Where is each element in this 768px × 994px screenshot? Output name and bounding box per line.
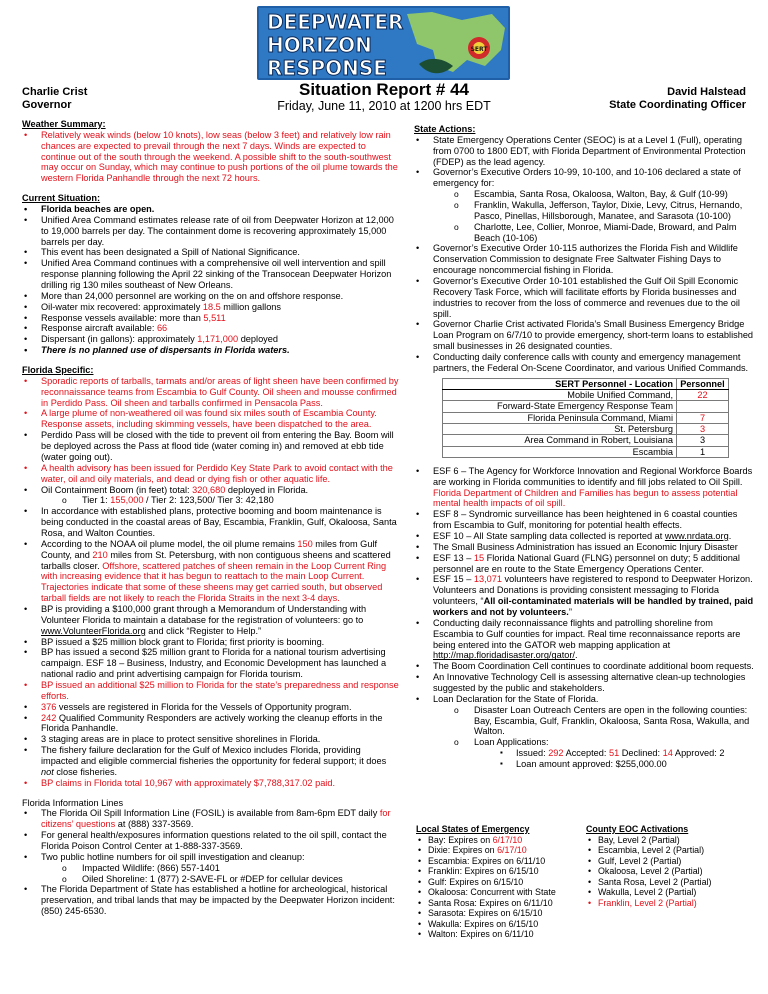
governor-role: Governor bbox=[22, 98, 72, 111]
list-item: • Okaloosa: Concurrent with State bbox=[416, 887, 588, 898]
list-item: • Unified Area Command estimates release rate of oil from Deepwater Horizon at 12,000 to 19,000 barrels per day. The containment dome is recovering approximately 15,000 barrels per day. bbox=[22, 215, 400, 248]
list-item: • ESF 13 – 15 Florida National Guard (FLNG) personnel on duty; 5 additional personnel are en route to the State Emergency Operations Center. bbox=[414, 553, 754, 575]
list-item: • The Boom Coordination Cell continues to coordinate additional boom requests. bbox=[414, 661, 754, 672]
list-item: • Gulf: Expires on 6/15/10 bbox=[416, 877, 588, 888]
list-item: • Santa Rosa, Level 2 (Partial) bbox=[586, 877, 758, 888]
table-header-row bbox=[443, 378, 729, 389]
list-item: • Dispersant (in gallons): approximately 1,171,000 deployed bbox=[22, 334, 400, 345]
column-header-location: SERT Personnel - Location bbox=[443, 378, 677, 389]
table-row: Florida Peninsula Command, Miami 7 bbox=[443, 412, 729, 423]
information-lines-heading: Florida Information Lines bbox=[22, 797, 124, 808]
right-column bbox=[414, 124, 754, 770]
list-item: • ESF 8 – Syndromic surveillance has been heightened in 6 coastal counties from Escambia to Gulf, monitoring for potential health effects. bbox=[414, 509, 754, 531]
list-item: • Okaloosa, Level 2 (Partial) bbox=[586, 866, 758, 877]
list-item: • Conducting daily reconnaissance flights and patrolling shoreline from Escambia to Gulf counties for impact. Real time reconnaissance reports are being entered into the GATOR web mapping application at http://map.floridadisaster.org/gator/. bbox=[414, 618, 754, 661]
report-date: Friday, June 11, 2010 at 1200 hrs EDT bbox=[277, 99, 491, 113]
loan-amount-item: ▪ Loan amount approved: $255,000.00 bbox=[498, 759, 754, 770]
column-header-personnel: Personnel bbox=[677, 378, 729, 389]
list-item: • Escambia: Expires on 6/11/10 bbox=[416, 856, 588, 867]
list-item: • Florida beaches are open. bbox=[22, 204, 400, 215]
sub-list-item: o Oiled Shoreline: 1 (877) 2-SAVE-FL or #DEP for cellular devices bbox=[60, 874, 400, 885]
table-row: Escambia 1 bbox=[443, 446, 729, 457]
list-item: • This event has been designated a Spill of National Significance. bbox=[22, 247, 400, 258]
list-item: • Governor’s Executive Order 10-101 established the Gulf Oil Spill Economic Recovery Task Force, which will facilitate efforts by Florida businesses and industries to recover from the loss of commerce and revenues due to the oil spill. bbox=[414, 276, 754, 319]
list-item: • Governor’s Executive Order 10-115 authorizes the Florida Fish and Wildlife Conservation Commission to designate Free Saltwater Fishing Days to encourage noncommercial fishing in Florida. bbox=[414, 243, 754, 276]
list-item: • ESF 15 – 13,071 volunteers have registered to respond to Deepwater Horizon. Volunteers and Donations is providing consistent messaging to Florida volunteers, “All oil-contaminated materials will be handled by trained, paid workers and not by volunteers.” bbox=[414, 574, 754, 617]
list-item: • Oil Containment Boom (in feet) total: 320,680 deployed in Florida. o Tier 1: 155,000 / Tier 2: 123,500/ Tier 3: 42,180 bbox=[22, 485, 400, 507]
list-item: • BP claims in Florida total 10,967 with approximately $7,788,317.02 paid. bbox=[22, 778, 400, 789]
list-item: • BP issued a $25 million block grant to Florida; first priority is booming. bbox=[22, 637, 400, 648]
state-actions-heading: State Actions: bbox=[414, 124, 476, 134]
sub-list-item: o Charlotte, Lee, Collier, Monroe, Miami-Dade, Broward, and Palm Beach (10-106) bbox=[452, 222, 754, 244]
logo-line-3: RESPONSE bbox=[267, 56, 387, 80]
state-actions-list bbox=[414, 135, 754, 374]
list-item: • Governor’s Executive Orders 10-99, 10-100, and 10-106 declared a state of emergency for: o Escambia, Santa Rosa, Okaloosa, Walton, Bay, & Gulf (10-99) o Franklin, Wakulla, Jefferson, Taylor, Dixie, Levy, Citrus, Hernando, Pasco, Pinellas, Hillsborough, Manatee, and Sarasota (10-100) o Charlotte, Lee, Collier, Monroe, Miami-Dade, Broward, and Palm Beach (10-106) bbox=[414, 167, 754, 243]
list-item: • Bay, Level 2 (Partial) bbox=[586, 835, 758, 846]
list-item: • Oil-water mix recovered: approximately 18.5 million gallons bbox=[22, 302, 400, 313]
list-item: • BP has issued a second $25 million grant to Florida for a national tourism advertising campaign. ESF 18 – Business, Industry, and Economic Development has launched a national radio and print advertising campaign for Florida tourism. bbox=[22, 647, 400, 680]
list-item: • Conducting daily conference calls with county and emergency management partners, the Federal On-Scene Coordinator, and various Unified Commands. bbox=[414, 352, 754, 374]
list-item: • Wakulla, Level 2 (Partial) bbox=[586, 887, 758, 898]
list-item: • Walton: Expires on 6/11/10 bbox=[416, 929, 588, 940]
list-item: • In accordance with established plans, protective booming and boom maintenance is being conducted in the coastal areas of Bay, Escambia, Franklin, Gulf, Okaloosa, Santa Rosa, and Walton Counties. bbox=[22, 506, 400, 539]
list-item: • Dixie: Expires on 6/17/10 bbox=[416, 845, 588, 856]
volunteer-florida-link[interactable]: www.VolunteerFlorida.org bbox=[41, 625, 146, 636]
list-item: • BP issued an additional $25 million to Florida for the state’s preparedness and response efforts. bbox=[22, 680, 400, 702]
governor-name: Charlie Crist bbox=[22, 86, 88, 98]
report-title: Situation Report # 44 bbox=[298, 80, 470, 99]
eoc-activations-heading: County EOC Activations bbox=[586, 824, 689, 834]
list-item: • Governor Charlie Crist activated Florida’s Small Business Emergency Bridge Loan Program on 6/7/10 to provide emergency, short-term loans to established small businesses in 26 designated counties. bbox=[414, 319, 754, 352]
deepwater-horizon-response-logo bbox=[257, 6, 510, 80]
list-item: • Response vessels available: more than 5,511 bbox=[22, 313, 400, 324]
list-item: • For general health/exposures information questions related to the oil spill, contact the Florida Poison Control Center at 1-888-337-3569. bbox=[22, 830, 400, 852]
current-situation-heading: Current Situation: bbox=[22, 193, 101, 204]
list-item: • Response aircraft available: 66 bbox=[22, 323, 400, 334]
information-lines-list bbox=[22, 808, 400, 917]
list-item: • Unified Area Command continues with a comprehensive oil well intervention and spill response planning following the April 22 sinking of the Transocean Deepwater Horizon drilling rig 130 miles southeast of New Orleans. bbox=[22, 258, 400, 291]
sert-personnel-table bbox=[442, 378, 729, 458]
list-item: • Sarasota: Expires on 6/15/10 bbox=[416, 908, 588, 919]
logo-line-1: DEEPWATER bbox=[267, 10, 404, 34]
gator-map-link[interactable]: http://map.floridadisaster.org/gator/ bbox=[433, 650, 575, 661]
list-item: • Loan Declaration for the State of Florida. o Disaster Loan Outreach Centers are open in the following counties: Bay, Escambia, Gulf, Franklin, Okaloosa, Santa Rosa, Wakulla, and Walton. o Loan Applications: ▪ Issued: 292 Accepted: 51 Declined: 14 Approved: 2 ▪ Loan amount approved: $255,000.00 bbox=[414, 694, 754, 770]
list-item: • 3 staging areas are in place to protect sensitive shorelines in Florida. bbox=[22, 734, 400, 745]
list-item: • Escambia, Level 2 (Partial) bbox=[586, 845, 758, 856]
local-states-of-emergency bbox=[416, 824, 588, 940]
sub-list-item: o Franklin, Wakulla, Jefferson, Taylor, Dixie, Levy, Citrus, Hernando, Pasco, Pinellas, Hillsborough, Manatee, and Sarasota (10-100) bbox=[452, 200, 754, 222]
florida-specific-heading: Florida Specific: bbox=[22, 365, 94, 376]
list-item: • ESF 6 – The Agency for Workforce Innovation and Regional Workforce Boards are working in Florida communities to identify and fill jobs related to Oil Spill. Florida Department of Children and Families has begun to assess potential mental health impacts of oil spill. bbox=[414, 466, 754, 509]
list-item: • There is no planned use of dispersants in Florida waters. bbox=[22, 345, 400, 356]
list-item: • Gulf, Level 2 (Partial) bbox=[586, 856, 758, 867]
logo-badge-text: SERT bbox=[470, 46, 488, 53]
county-eoc-activations bbox=[586, 824, 758, 908]
sub-list-item: o Loan Applications: ▪ Issued: 292 Accepted: 51 Declined: 14 Approved: 2 ▪ Loan amount approved: $255,000.00 bbox=[452, 737, 754, 770]
weather-list bbox=[22, 130, 400, 184]
left-column bbox=[22, 119, 400, 917]
weather-heading: Weather Summary: bbox=[22, 119, 106, 129]
table-row: Forward-State Emergency Response Team bbox=[443, 401, 729, 412]
list-item: • The Small Business Administration has issued an Economic Injury Disaster bbox=[414, 542, 754, 553]
list-item: • A health advisory has been issued for Perdido Key State Park to avoid contact with the water, oil and oily materials, and dead or dying fish or other aquatic life. bbox=[22, 463, 400, 485]
table-row: St. Petersburg 3 bbox=[443, 423, 729, 434]
list-item: • The Florida Oil Spill Information Line (FOSIL) is available from 8am-6pm EDT daily for citizens’ questions at (888) 337-3569. bbox=[22, 808, 400, 830]
list-item: • State Emergency Operations Center (SEOC) is at a Level 1 (Full), operating from 0700 to 1800 EDT, with Florida Department of Environmental Protection (FDEP) as the lead agency. bbox=[414, 135, 754, 168]
florida-specific-list bbox=[22, 376, 400, 789]
nrdata-link[interactable]: www.nrdata.org bbox=[664, 531, 729, 541]
list-item: • An Innovative Technology Cell is assessing alternative clean-up technologies suggested by the public and stakeholders. bbox=[414, 672, 754, 694]
list-item: • Bay: Expires on 6/17/10 bbox=[416, 835, 588, 846]
list-item: • Santa Rosa: Expires on 6/11/10 bbox=[416, 898, 588, 909]
table-row: Area Command in Robert, Louisiana 3 bbox=[443, 435, 729, 446]
list-item: • The Florida Department of State has established a hotline for archeological, historical preservation, and tribal lands that may be impacted by the Deepwater Horizon incident: (850) 245-6530. bbox=[22, 884, 400, 917]
sub-list-item: o Disaster Loan Outreach Centers are open in the following counties: Bay, Escambia, Gulf, Franklin, Okaloosa, Santa Rosa, Wakulla, and Walton. bbox=[452, 705, 754, 738]
list-item: • According to the NOAA oil plume model, the oil plume remains 150 miles from Gulf County, and 210 miles from St. Petersburg, with non contiguous sheens and scattered tarballs closer. Offshore, scattered patches of sheen remain in the Loop Current Ring with increasing evidence that it has begun to reattach to the main Loop Current. Trajectories indicate that some of these sheens may get carried south, but observed tarball fields are not likely to reach the Florida Straits in the next 3-4 days. bbox=[22, 539, 400, 604]
list-item: • Wakulla: Expires on 6/15/10 bbox=[416, 919, 588, 930]
list-item: • Franklin: Expires on 6/15/10 bbox=[416, 866, 588, 877]
table-row: Mobile Unified Command, 22 bbox=[443, 390, 729, 401]
list-item: • ESF 10 – All State sampling data collected is reported at www.nrdata.org. bbox=[414, 531, 754, 542]
sub-list-item: o Impacted Wildlife: (866) 557-1401 bbox=[60, 863, 400, 874]
coordinator-role: State Coordinating Officer bbox=[609, 98, 746, 111]
sub-list-item: o Escambia, Santa Rosa, Okaloosa, Walton, Bay, & Gulf (10-99) bbox=[452, 189, 754, 200]
coordinator-name: David Halstead bbox=[667, 86, 746, 98]
list-item: • Two public hotline numbers for oil spill investigation and cleanup: o Impacted Wildlife: (866) 557-1401 o Oiled Shoreline: 1 (877) 2-SAVE-FL or #DEP for cellular devices bbox=[22, 852, 400, 885]
esf-list bbox=[414, 466, 754, 770]
weather-item: • Relatively weak winds (below 10 knots), low seas (below 3 feet) and relatively low rain chances are expected to prevail through the next 7 days. Winds are expected to continue out of the south through the weekend. A possible shift to the south-southwest may occur on Sunday, which may continue to push portions of the oil plume towards the western Florida Panhandle through the next 72 hours. bbox=[22, 130, 400, 184]
list-item: • 376 vessels are registered in Florida for the Vessels of Opportunity program. bbox=[22, 702, 400, 713]
list-item: • More than 24,000 personnel are working on the on and offshore response. bbox=[22, 291, 400, 302]
logo-line-2: HORIZON bbox=[267, 33, 372, 57]
list-item: • The fishery failure declaration for the Gulf of Mexico includes Florida, providing impacted and eligible commercial fisheries the opportunity for federal support; it does not close fisheries. bbox=[22, 745, 400, 778]
coordinator-block bbox=[609, 86, 746, 112]
sub-list-item: o Tier 1: 155,000 / Tier 2: 123,500/ Tier 3: 42,180 bbox=[60, 495, 400, 506]
list-item: • Perdido Pass will be closed with the tide to prevent oil from entering the Bay. Boom will be deployed across the Pass at flood tide (water coming in) and removed at ebb tide (water going out). bbox=[22, 430, 400, 463]
loan-stats-item: ▪ Issued: 292 Accepted: 51 Declined: 14 Approved: 2 bbox=[498, 748, 754, 759]
list-item: • A large plume of non-weathered oil was found six miles south of Escambia County. Response assets, including skimming vessels, have been dispatched to the area. bbox=[22, 408, 400, 430]
list-item: • 242 Qualified Community Responders are actively working the cleanup efforts in the Florida Panhandle. bbox=[22, 713, 400, 735]
current-situation-list bbox=[22, 204, 400, 356]
list-item: • Franklin, Level 2 (Partial) bbox=[586, 898, 758, 909]
local-emergency-heading: Local States of Emergency bbox=[416, 824, 530, 834]
list-item: • BP is providing a $100,000 grant through a Memorandum of Understanding with Volunteer Florida to maintain a database for the registration of volunteers: go to www.VolunteerFlorida.org and click “Register to Help.” bbox=[22, 604, 400, 637]
list-item: • Sporadic reports of tarballs, tarmats and/or areas of light sheen have been confirmed by reconnaissance teams from Escambia to Gulf County. Oil sheen and mousse confirmed in Perdido Pass. Oil sheen and tarballs confirmed in Pensacola Pass. bbox=[22, 376, 400, 409]
